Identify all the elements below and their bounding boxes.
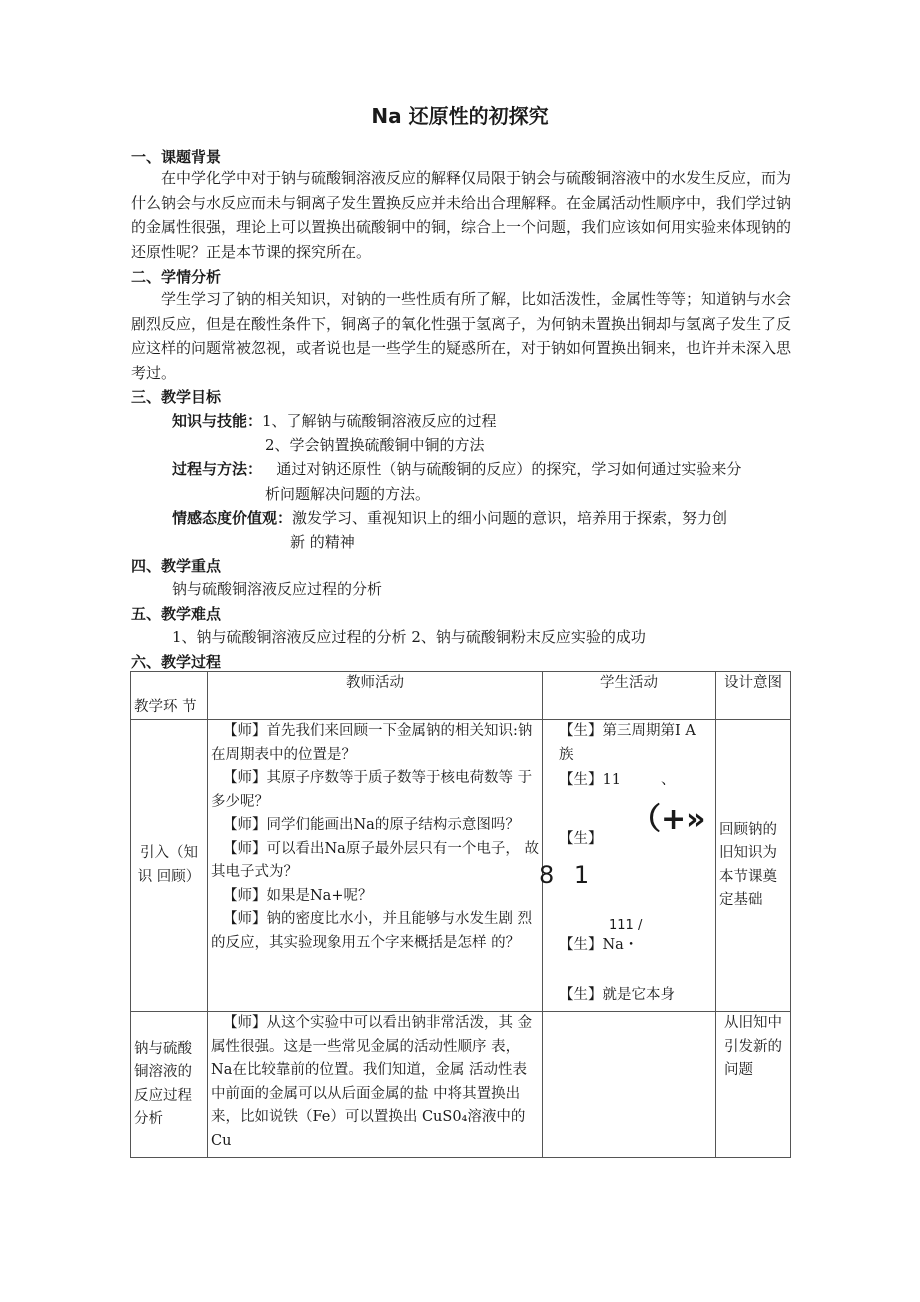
header-student: 学生活动 [543,672,716,720]
row1-teacher-line: 【师】其原子序数等于质子数等于核电荷数等 于多少呢？ [211,770,533,810]
section-body-background: 在中学化学中对于钠与硫酸铜溶液反应的解释仅局限于钠会与硫酸铜溶液中的水发生反应，而为什么钠会与水反应而未与铜离子发生置换反应并未给出合理解释。在金属活动性顺序中，我们学过钠的金属性很强，理论上可以置换出硫酸铜中的铜，综合上一个问题，我们应该如何用实验来体现钠的还原性呢？正是本节课的探究所在。 [131,169,792,261]
goal-knowledge [172,410,497,431]
row1-stage: 引入（知识 回顾） [131,720,208,1012]
page-title: Na 还原性的初探究 [371,104,549,128]
section-heading-difficulty: 五、教学难点 [131,605,222,623]
process-table [130,671,791,1158]
header-teacher: 教师活动 [208,672,543,720]
goal-knowledge-1: 1、了解钠与硫酸铜溶液反应的过程 [262,412,497,430]
section-heading-process: 六、教学过程 [131,653,222,671]
atom-structure-digits: 8 1 [539,861,596,889]
row1-teacher-line: 【师】钠的密度比水小，并且能够与水发生剧 烈的反应，其实验现象用五个字来概括是怎样 的？ [211,911,533,951]
student-answer-1: 【生】第三周期第I A 族 [559,723,696,763]
section-heading-key: 四、教学重点 [131,557,222,575]
row1-teacher-line: 【师】如果是Na+呢？ [223,887,373,904]
section-body-analysis: 学生学习了钠的相关知识，对钠的一些性质有所了解，比如活泼性，金属性等等；知道钠与水会剧烈反应，但是在酸性条件下，铜离子的氧化性强于氢离子，为何钠未置换出铜却与氢离子发生了反应这样的问题常被忽视，或者说也是一些学生的疑惑所在，对于钠如何置换出铜来，也许并未深入思考过。 [131,290,792,382]
table-row [131,720,791,1012]
goal-attitude-label: 情感态度价值观： [172,509,293,527]
row1-teacher [208,720,543,1012]
header-stage: 教学环 节 [131,672,208,720]
goal-method-2: 析问题解决问题的方法。 [265,485,431,503]
student-answer-2-mark: 、 [661,772,676,788]
row1-design: 回顾钠的旧知识为本节课奠定基础 [716,720,791,1012]
section-body-difficulty: 1、钠与硫酸铜溶液反应过程的分析 2、钠与硫酸铜粉末反应实验的成功 [172,628,646,646]
header-design: 设计意图 [716,672,791,720]
row1-teacher-line: 【师】同学们能画出Na的原子结构示意图吗？ [223,817,520,833]
goal-attitude [172,507,727,528]
table-row [131,1012,791,1158]
goal-method-1: 通过对钠还原性（钠与硫酸铜的反应）的探究，学习如何通过实验来分 [276,460,742,478]
student-answer-2: 【生】11 [559,772,621,788]
student-answer-4: 【生】Na・ [559,937,639,953]
student-answer-3: 【生】 [559,831,603,847]
atom-structure-glyph: （+» [631,802,706,837]
row2-student [543,1012,716,1158]
section-body-key: 钠与硫酸铜溶液反应过程的分析 [172,580,383,598]
row1-teacher-line: 【师】首先我们来回顾一下金属钠的相关知识:钠在周期表中的位置是？ [211,723,533,763]
row2-design: 从旧知中引发新的问题 [716,1012,791,1158]
goal-method [172,458,741,479]
row1-teacher-line: 【师】可以看出Na原子最外层只有一个电子， 故其电子式为？ [211,840,539,880]
row2-stage: 钠与硫酸铜溶液的反应过程分析 [131,1012,208,1158]
goal-attitude-2: 新 的精神 [290,533,355,551]
student-answer-5: 【生】就是它本身 [559,987,675,1003]
table-header-row [131,672,791,720]
row2-teacher: 【师】从这个实验中可以看出钠非常活泼，其 金属性很强。这是一些常见金属的活动性顺序 表，Na在比较靠前的位置。我们知道，金属 活动性表中前面的金属可以从后面金属的盐 中将其置换出来，比如说铁（Fe）可以置换出 CuS0₄溶液中的Cu [208,1012,543,1158]
atom-structure-small: 111 / [609,918,643,933]
row1-student [539,720,716,1012]
section-heading-goals: 三、教学目标 [131,388,222,406]
goal-knowledge-2: 2、学会钠置换硫酸铜中铜的方法 [265,436,485,454]
section-heading-background: 一、课题背景 [131,148,222,166]
goal-attitude-1: 激发学习、重视知识上的细小问题的意识，培养用于探索，努力创 [292,509,728,527]
goal-method-label: 过程与方法： [172,460,263,478]
section-heading-analysis: 二、学情分析 [131,268,222,286]
goal-knowledge-label: 知识与技能： [172,412,263,430]
